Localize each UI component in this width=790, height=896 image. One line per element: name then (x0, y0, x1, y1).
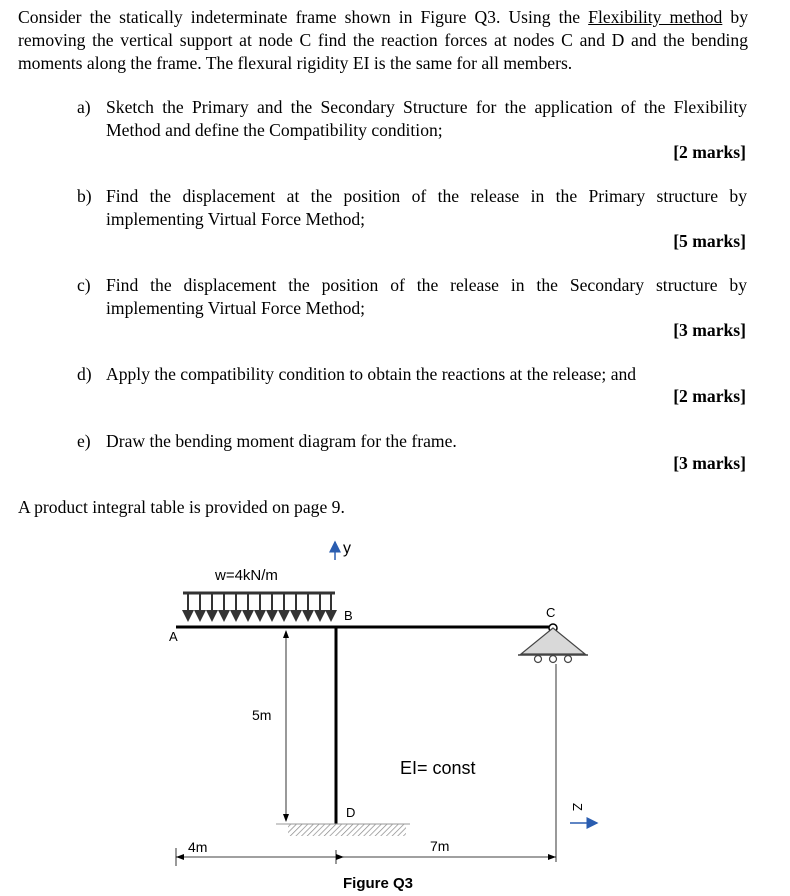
flexibility-method-link: Flexibility method (588, 7, 723, 27)
marks-b: [5 marks] (673, 231, 746, 251)
question-label: a) (77, 97, 91, 117)
roller-support-c (518, 624, 588, 663)
integral-table-note: A product integral table is provided on page 9. (18, 497, 345, 517)
load-label: w=4kN/m (215, 567, 278, 584)
node-c-label: C (546, 605, 556, 620)
distributed-load (182, 593, 337, 622)
height-dimension-label: 5m (252, 707, 272, 723)
intro-text-1: Consider the statically indeterminate frame shown in Figure Q3. Using the (18, 7, 589, 27)
node-d-label: D (346, 805, 356, 820)
question-label: d) (77, 364, 92, 384)
question-text: Find the displacement the position of the release in the Secondary structure by implementing Virtual Force Method; (106, 275, 747, 318)
question-text: Draw the bending moment diagram for the frame. (106, 431, 457, 451)
y-axis-label: y (343, 540, 351, 557)
marks-d: [2 marks] (673, 386, 746, 406)
z-axis-label: Z (570, 803, 585, 811)
fixed-support-d (288, 824, 406, 836)
left-dimension-label: 4m (188, 839, 208, 855)
question-text: Find the displacement at the position of the release in the Primary structure by implementing Virtual Force Method; (106, 186, 747, 229)
question-label: b) (77, 186, 92, 206)
right-dimension-label: 7m (430, 838, 450, 854)
question-label: c) (77, 275, 91, 295)
question-label: e) (77, 431, 91, 451)
ei-label: EI= const (400, 758, 476, 778)
marks-a: [2 marks] (673, 142, 746, 162)
question-text: Sketch the Primary and the Secondary Structure for the application of the Flexibility Method and define the Compatibility condition; (106, 97, 747, 140)
node-a-label: A (169, 629, 178, 644)
figure-caption: Figure Q3 (343, 875, 414, 892)
question-text: Apply the compatibility condition to obtain the reactions at the release; and (106, 364, 637, 384)
node-b-label: B (344, 608, 353, 623)
intro-text-2: by removing the vertical support at node C find the reaction forces at nodes C and D and the bending moments along the frame. The flexural rigidity EI is the same for all members. (18, 7, 749, 73)
marks-c: [3 marks] (673, 320, 746, 340)
marks-e: [3 marks] (673, 453, 746, 473)
